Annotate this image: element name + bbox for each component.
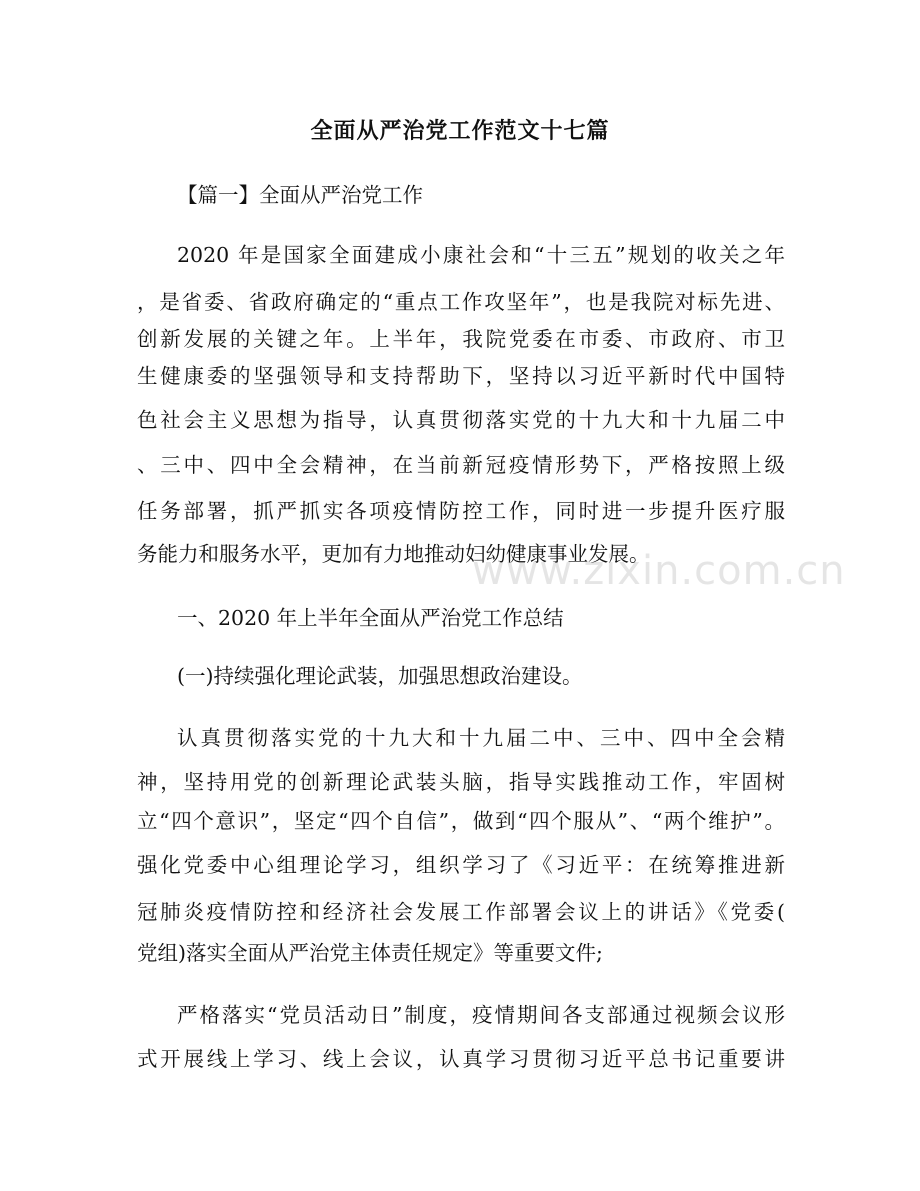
para1-line: 生健康委的坚强领导和支持帮助下，坚持以习近平新时代中国特: [137, 364, 785, 388]
section-heading: 【篇一】全面从严治党工作: [177, 183, 423, 207]
para2-line: 冠肺炎疫情防控和经济社会发展工作部署会议上的讲话》《党委(: [137, 900, 785, 924]
document-title: 全面从严治党工作范文十七篇: [310, 119, 610, 144]
para2-line: 立“四个意识”，坚定“四个自信”，做到“四个服从”、“两个维护”。: [137, 809, 785, 833]
para2-line: 神，坚持用党的创新理论武装头脑，指导实践推动工作，牢固树: [137, 770, 785, 794]
para3-line: 式开展线上学习、线上会议，认真学习贯彻习近平总书记重要讲: [137, 1047, 785, 1071]
para1-line: 任务部署，抓严抓实各项疫情防控工作，同时进一步提升医疗服: [137, 499, 785, 523]
para1-line: 色社会主义思想为指导，认真贯彻落实党的十九大和十九届二中: [137, 408, 785, 432]
para1-line: 2020 年是国家全面建成小康社会和“十三五”规划的收关之年: [177, 243, 785, 267]
para1-line: 创新发展的关键之年。上半年，我院党委在市委、市政府、市卫: [137, 327, 785, 351]
para1-line: 务能力和服务水平，更加有力地推动妇幼健康事业发展。: [137, 542, 650, 566]
heading-1: 一、2020 年上半年全面从严治党工作总结: [177, 606, 564, 630]
watermark: www.zixin.com.cn: [472, 548, 846, 594]
para2-line: 党组)落实全面从严治党主体责任规定》等重要文件;: [137, 941, 603, 965]
para2-line: 认真贯彻落实党的十九大和十九届二中、三中、四中全会精: [177, 726, 785, 750]
para1-line: ，是省委、省政府确定的“重点工作攻坚年”，也是我院对标先进、: [137, 290, 785, 314]
para1-line: 、三中、四中全会精神，在当前新冠疫情形势下，严格按照上级: [137, 453, 785, 477]
subheading-1: (一)持续强化理论武装，加强思想政治建设。: [177, 664, 583, 688]
para2-line: 强化党委中心组理论学习，组织学习了《习近平：在统筹推进新: [137, 853, 785, 877]
para3-line: 严格落实“党员活动日”制度，疫情期间各支部通过视频会议形: [177, 1003, 785, 1027]
